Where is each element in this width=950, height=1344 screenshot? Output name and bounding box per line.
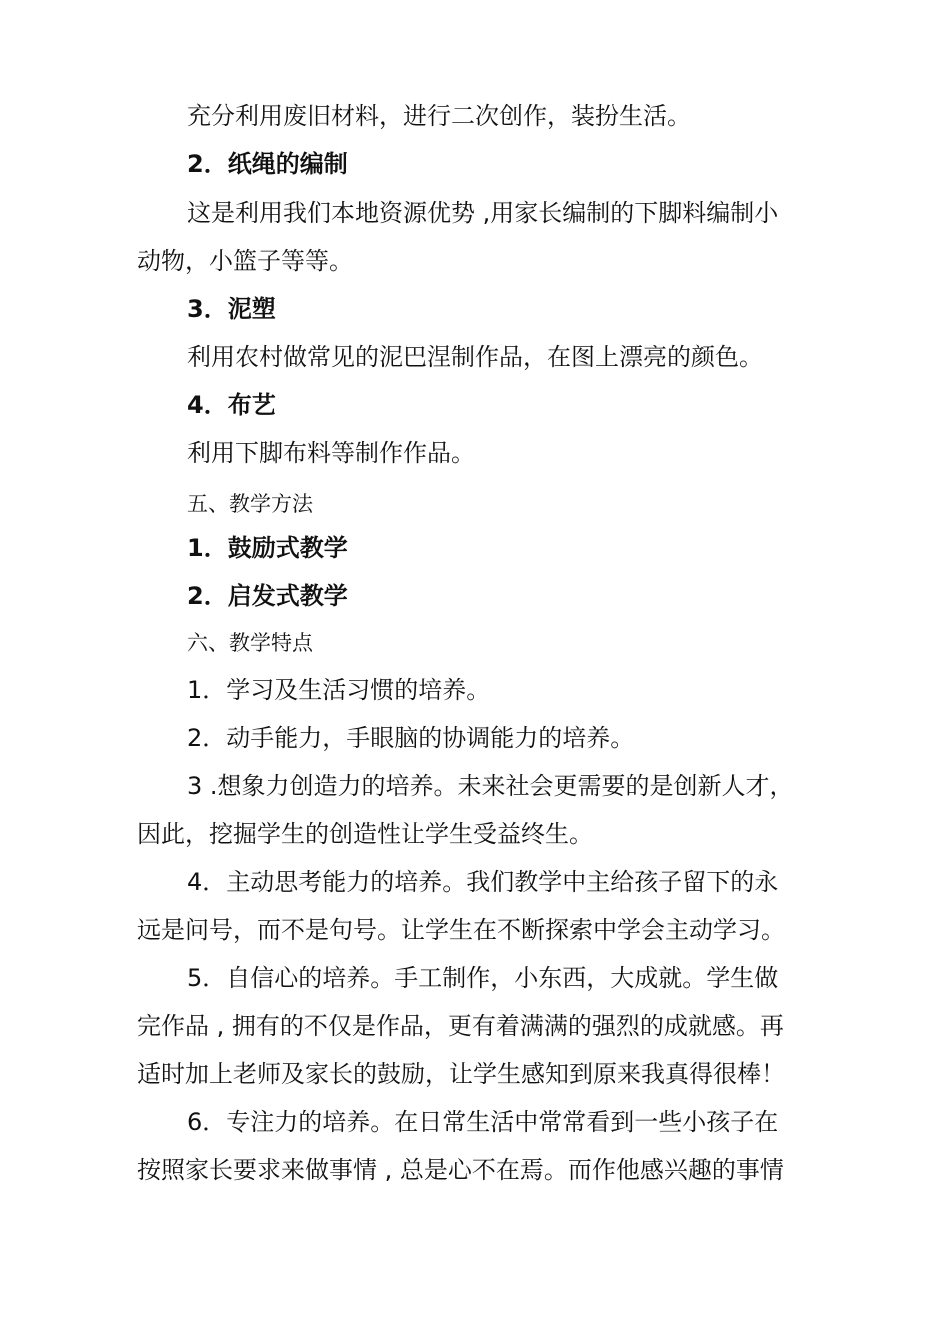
paragraph-line: 动物，小篮子等等。 [137, 247, 353, 275]
paragraph-line: 因此，挖掘学生的创造性让学生受益终生。 [137, 820, 593, 848]
paragraph-line: 按照家长要求来做事情 , 总是心不在焉。而作他感兴趣的事情 [137, 1156, 784, 1184]
section-heading: 2．纸绳的编制 [187, 150, 348, 178]
paragraph-line: 6．专注力的培养。在日常生活中常常看到一些小孩子在 [187, 1108, 779, 1136]
section-heading: 3．泥塑 [187, 295, 276, 323]
section-heading: 1．鼓励式教学 [187, 534, 348, 562]
section-heading: 4．布艺 [187, 391, 276, 419]
paragraph-line: 4．主动思考能力的培养。我们教学中主给孩子留下的永 [187, 868, 779, 896]
paragraph-line: 利用下脚布料等制作作品。 [187, 439, 475, 467]
paragraph-line: 1．学习及生活习惯的培养。 [187, 676, 491, 704]
paragraph-line: 3 .想象力创造力的培养。未来社会更需要的是创新人才， [187, 772, 794, 800]
chapter-heading: 六、教学特点 [187, 631, 313, 655]
paragraph-line: 完作品 , 拥有的不仅是作品，更有着满满的强烈的成就感。再 [137, 1012, 784, 1040]
paragraph-line: 2．动手能力，手眼脑的协调能力的培养。 [187, 724, 635, 752]
paragraph-line: 5．自信心的培养。手工制作，小东西，大成就。学生做 [187, 964, 779, 992]
chapter-heading: 五、教学方法 [187, 492, 313, 516]
paragraph-line: 利用农村做常见的泥巴涅制作品，在图上漂亮的颜色。 [187, 343, 763, 371]
paragraph-line: 远是问号，而不是句号。让学生在不断探索中学会主动学习。 [137, 916, 785, 944]
section-heading: 2．启发式教学 [187, 582, 348, 610]
paragraph-line: 这是利用我们本地资源优势 ,用家长编制的下脚料编制小 [187, 199, 779, 227]
paragraph-line: 充分利用废旧材料，进行二次创作，装扮生活。 [187, 102, 691, 130]
paragraph-line: 适时加上老师及家长的鼓励，让学生感知到原来我真得很棒！ [137, 1060, 785, 1088]
